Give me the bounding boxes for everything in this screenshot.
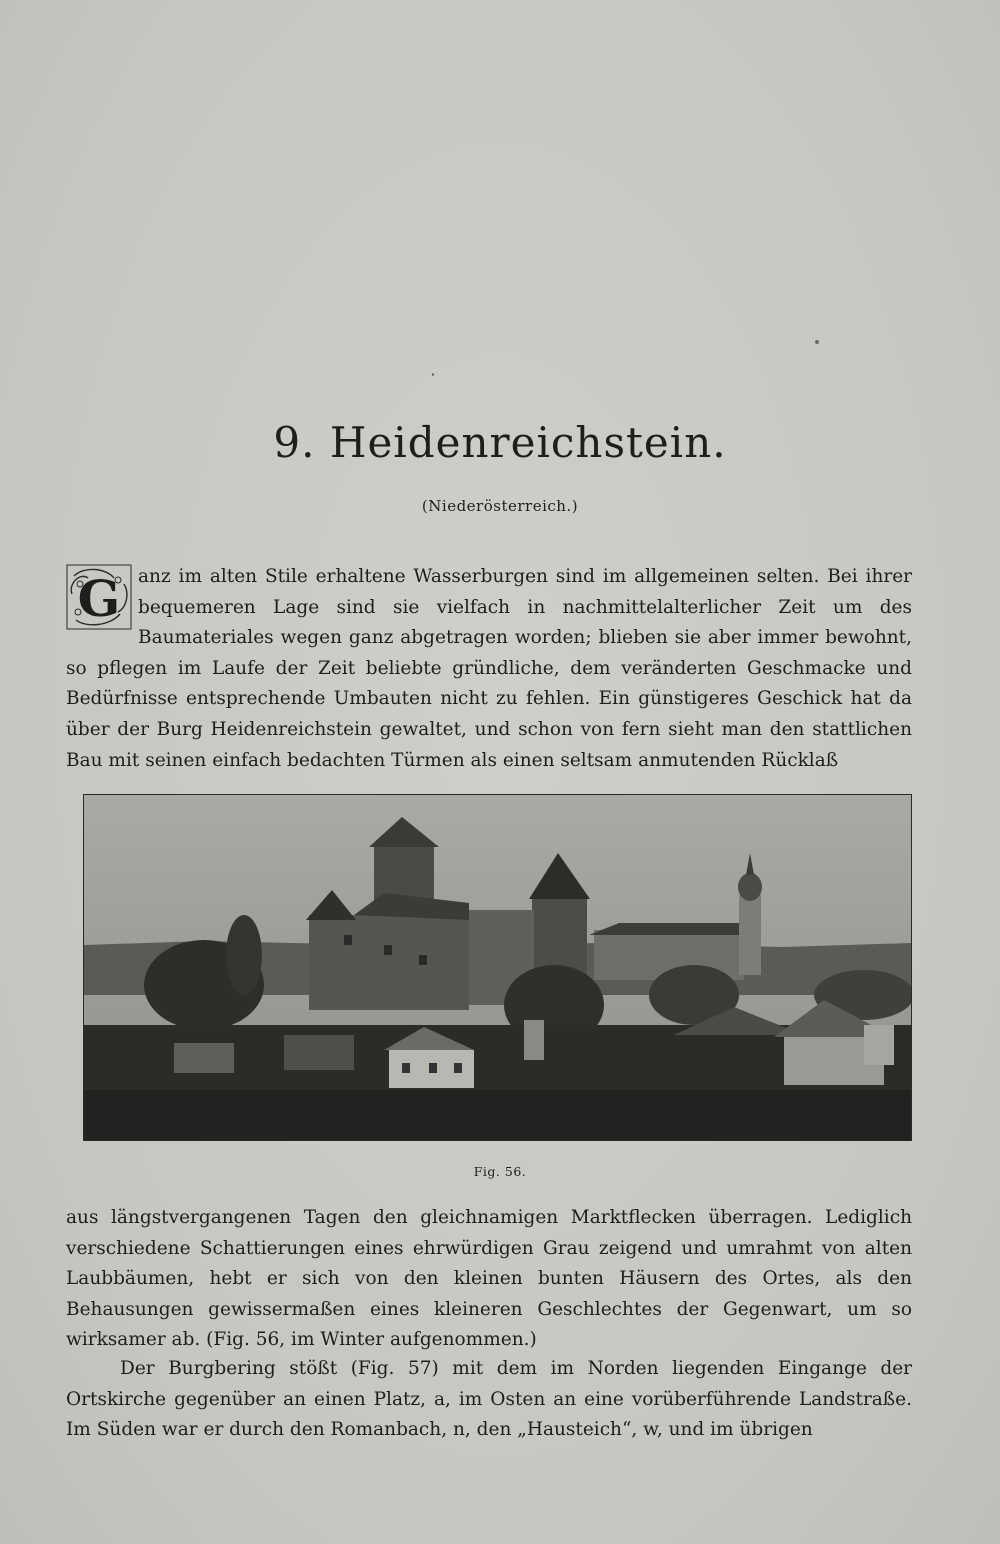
- drop-cap-ornament: [66, 564, 132, 630]
- figure-56-photo: [83, 794, 912, 1141]
- ornamental-drop-cap: [66, 564, 132, 630]
- paragraph-3: Der Burgbering stößt (Fig. 57) mit dem im Norden liegenden Eingange der Ortskirche gegenüber an einen Platz, a, im Osten an eine vorüberführende Landstraße. Im Süden war er durch den Romanbach, n, den „Hausteich“, w, und im übrigen: [66, 1358, 912, 1441]
- paragraph-1-text: anz im alten Stile erhaltene Wasserburgen sind im allgemeinen selten. Bei ihrer bequemeren Lage sind sie vielfach in nachmittelalterlicher Zeit um des Baumateriales wegen ganz abgetragen worden; blieben sie aber immer bewohnt, so pflegen im Laufe der Zeit beliebte gründliche, dem veränderten Geschmacke und Bedürfnisse entsprechende Umbauten nicht zu fehlen. Ein günstigeres Geschick hat da über der Burg Heidenreichstein gewaltet, und schon von fern sieht man den stattlichen Bau mit seinen einfach bedachten Türmen als einen seltsam anmutenden Rücklaß: [66, 566, 912, 771]
- paragraph-1: [66, 562, 912, 776]
- paper-speck: [432, 373, 434, 376]
- svg-text:G: G: [77, 569, 121, 628]
- figure-caption: Fig. 56.: [473, 1164, 527, 1179]
- paragraph-2: aus längstvergangenen Tagen den gleichnamigen Marktflecken überragen. Lediglich verschiedene Schattierungen eines ehrwürdigen Grau zeigend und umrahmt von alten Laubbäumen, hebt er sich von den kleinen bunten Häusern des Ortes, als den Behausungen gewissermaßen eines kleineren Geschlechtes der Gegenwart, um so wirksamer ab. (Fig. 56, im Winter aufgenommen.): [66, 1207, 912, 1351]
- castle-photograph: [84, 795, 911, 1140]
- chapter-title: 9. Heidenreichstein.: [273, 418, 727, 467]
- paper-speck: [815, 340, 819, 344]
- chapter-subtitle: (Niederösterreich.): [421, 497, 579, 515]
